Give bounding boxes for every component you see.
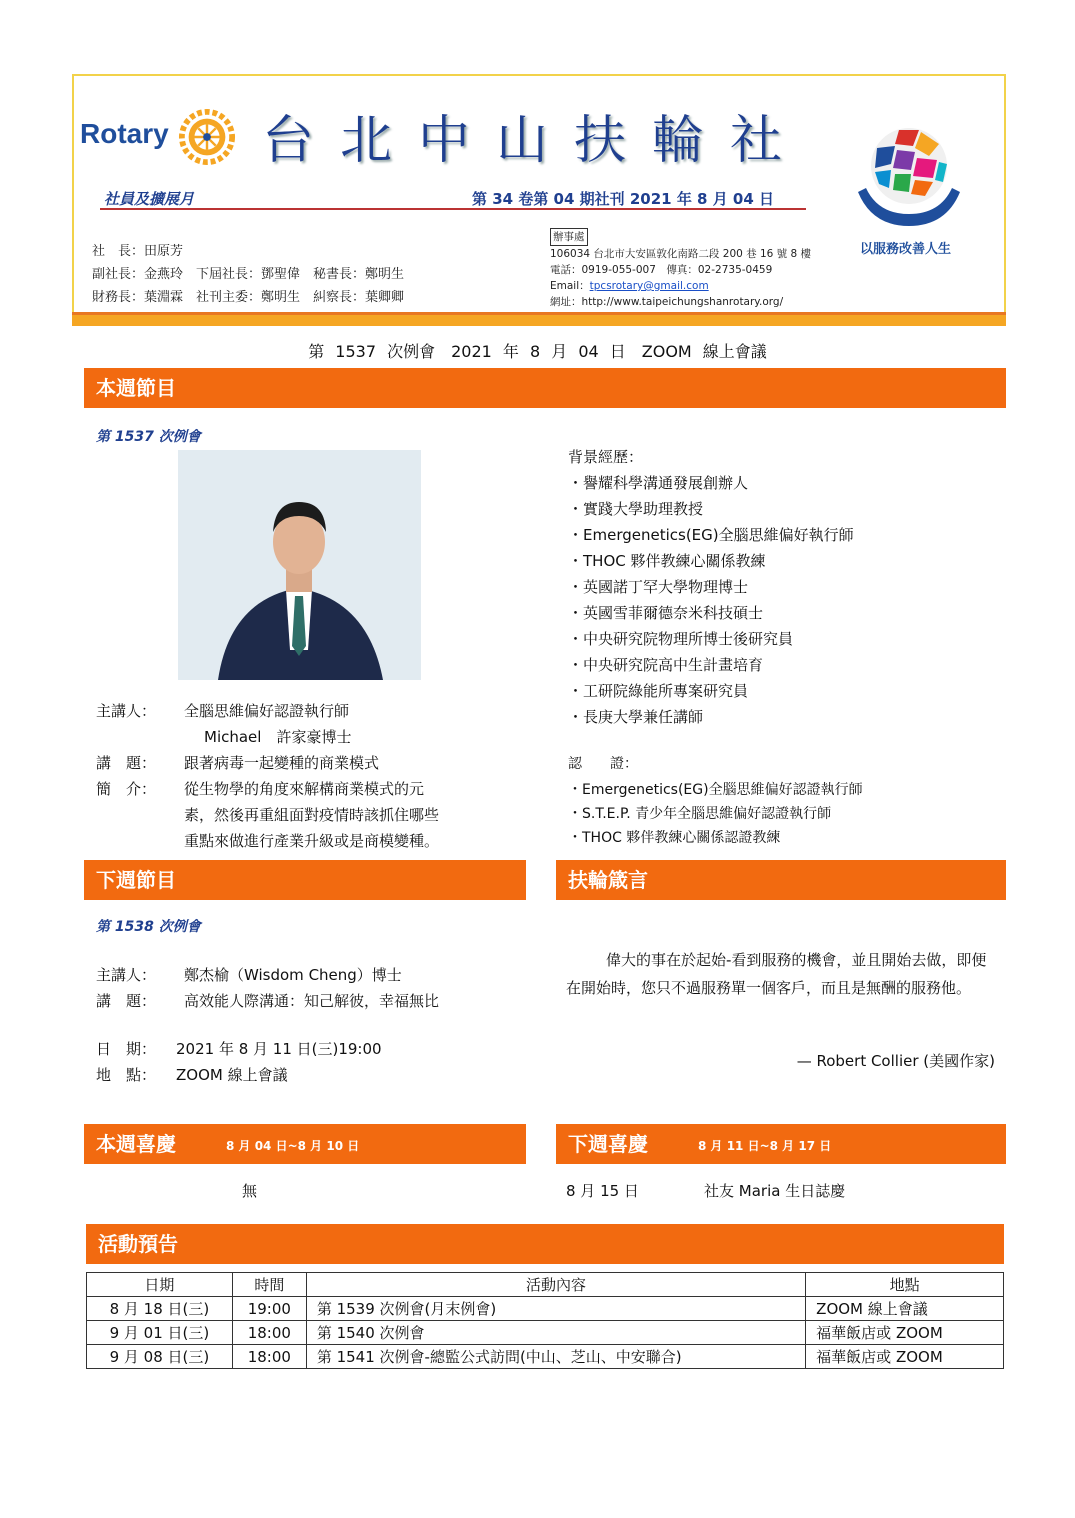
section-title: 活動預告 — [98, 1232, 178, 1256]
column-header: 時間 — [232, 1273, 306, 1297]
list-item: ・實踐大學助理教授 — [568, 500, 704, 518]
next-speaker: 鄭杰榆（Wisdom Cheng）博士 — [184, 966, 402, 984]
table-row — [87, 1345, 1004, 1369]
event-content: 第 1541 次例會-總監公式訪問(中山、芝山、中安聯合) — [306, 1345, 805, 1369]
label: 地 點： — [96, 1066, 157, 1084]
event-date: 8 月 18 日(三) — [87, 1297, 233, 1321]
next-week-celebration-date: 8 月 15 日 — [566, 1182, 639, 1200]
label: 日 期： — [96, 1040, 157, 1058]
office-phone: 電話：0919-055-007 傳真：02-2735-0459 — [550, 264, 773, 276]
officers-line: 社 長：田原芳 — [92, 244, 184, 259]
section-bar-next-week-celebrations — [556, 1124, 1006, 1164]
event-content: 第 1540 次例會 — [306, 1321, 805, 1345]
office-website[interactable]: 網址：http://www.taipeichungshanrotary.org/ — [550, 296, 784, 308]
section-bar-this-week-celebrations — [84, 1124, 526, 1164]
table-row — [87, 1321, 1004, 1345]
officers-list — [92, 240, 404, 309]
service-theme-logo-icon — [852, 122, 967, 232]
issue-line: 第 34 卷第 04 期社刊 2021 年 8 月 04 日 — [472, 190, 775, 208]
intro-line: 從生物學的角度來解構商業模式的元 — [184, 780, 425, 798]
list-item: ・中央研究院物理所博士後研究員 — [568, 630, 794, 648]
talk-topic: 跟著病毒一起變種的商業模式 — [184, 754, 380, 772]
speaker-photo — [178, 450, 421, 680]
office-address: 106034 台北市大安區敦化南路二段 200 巷 16 號 8 樓 — [550, 248, 812, 260]
event-time: 19:00 — [232, 1297, 306, 1321]
column-header: 日期 — [87, 1273, 233, 1297]
event-place: ZOOM 線上會議 — [806, 1297, 1004, 1321]
service-theme-caption: 以服務改善人生 — [860, 242, 952, 257]
next-meeting-number: 第 1538 次例會 — [96, 919, 201, 935]
event-date: 9 月 08 日(三) — [87, 1345, 233, 1369]
event-content: 第 1539 次例會(月末例會) — [306, 1297, 805, 1321]
event-time: 18:00 — [232, 1321, 306, 1345]
table-row — [87, 1297, 1004, 1321]
list-item: ・英國諾丁罕大學物理博士 — [568, 578, 749, 596]
next-place: ZOOM 線上會議 — [176, 1066, 288, 1084]
speaker-info — [96, 698, 439, 854]
event-place: 福華飯店或 ZOOM — [806, 1345, 1004, 1369]
label: 講 題： — [96, 992, 157, 1010]
list-item: ・Emergenetics(EG)全腦思維偏好執行師 — [568, 526, 854, 544]
event-place: 福華飯店或 ZOOM — [806, 1321, 1004, 1345]
section-title: 下週節目 — [96, 868, 176, 892]
officers-line: 副社長：金燕玲 下屆社長：鄧聖偉 秘書長：鄭明生 — [92, 267, 405, 282]
section-title: 下週喜慶 — [568, 1132, 648, 1156]
section-bar-events — [86, 1224, 1004, 1264]
label: 主講人： — [96, 702, 157, 720]
meeting-number: 第 1537 次例會 — [96, 429, 201, 445]
label: 主講人： — [96, 966, 157, 984]
meeting-line: 第 1537 次例會 2021 年 8 月 04 日 ZOOM 線上會議 — [308, 342, 767, 361]
section-bar-next-week — [84, 860, 526, 900]
section-bar-motto — [556, 860, 1006, 900]
officers-line: 財務長：葉淵霖 社刊主委：鄭明生 糾察長：葉卿卿 — [92, 290, 405, 305]
email-link[interactable]: tpcsrotary@gmail.com — [589, 280, 709, 292]
date-range: 8 月 04 日~8 月 10 日 — [226, 1138, 360, 1153]
list-item: ・THOC 夥伴教練心關係認證教練 — [568, 830, 781, 846]
table-header-row — [87, 1273, 1004, 1297]
section-bar-this-week — [84, 368, 1006, 408]
column-header: 活動內容 — [306, 1273, 805, 1297]
list-item: ・S.T.E.P. 青少年全腦思維偏好認證執行師 — [568, 806, 832, 822]
next-meeting-details — [96, 1036, 382, 1088]
date-range: 8 月 11 日~8 月 17 日 — [698, 1138, 832, 1153]
next-topic: 高效能人際溝通：知己解彼，幸福無比 — [184, 992, 440, 1010]
list-item: ・譽耀科學溝通發展創辦人 — [568, 474, 749, 492]
section-title: 本週節目 — [96, 376, 176, 400]
list-item: ・長庚大學兼任講師 — [568, 708, 704, 726]
event-date: 9 月 01 日(三) — [87, 1321, 233, 1345]
certification-list — [568, 752, 863, 850]
list-item: ・THOC 夥伴教練心關係教練 — [568, 552, 766, 570]
motto-quote: 偉大的事在於起始-看到服務的機會，並且開始去做，即便在開始時，您只不過服務單一個客戶，而且是無酬的服務他。 — [566, 951, 987, 997]
office-tag: 辦事處 — [550, 228, 588, 246]
header-rule — [100, 208, 806, 210]
column-header: 地點 — [806, 1273, 1004, 1297]
club-title: 台北中山扶輪社 — [262, 111, 809, 171]
email-label: Email： — [550, 280, 590, 292]
label: 簡 介： — [96, 780, 157, 798]
speaker-name: Michael 許家豪博士 — [204, 728, 352, 746]
motto-author: — Robert Collier (美國作家) — [796, 1052, 995, 1070]
events-table — [86, 1272, 1004, 1369]
section-title: 扶輪箴言 — [568, 868, 648, 892]
list-item: ・英國雪菲爾德奈米科技碩士 — [568, 604, 764, 622]
next-date: 2021 年 8 月 11 日(三)19:00 — [176, 1040, 382, 1058]
rotary-wheel-icon — [178, 108, 236, 166]
list-item: ・工研院綠能所專案研究員 — [568, 682, 749, 700]
next-week-celebration: 社友 Maria 生日誌慶 — [704, 1182, 846, 1200]
background-list — [568, 444, 854, 730]
next-speaker-info — [96, 962, 439, 1014]
rotary-wordmark: Rotary — [80, 118, 169, 149]
speaker-title: 全腦思維偏好認證執行師 — [184, 702, 350, 720]
intro-line: 素，然後再重組面對疫情時該抓住哪些 — [184, 806, 440, 824]
list-item: ・中央研究院高中生計畫培育 — [568, 656, 764, 674]
section-title: 本週喜慶 — [96, 1132, 176, 1156]
intro-line: 重點來做進行產業升級或是商模變種。 — [184, 832, 440, 850]
office-info — [550, 228, 811, 310]
cert-title: 認 證： — [568, 756, 638, 772]
event-time: 18:00 — [232, 1345, 306, 1369]
label: 講 題： — [96, 754, 157, 772]
background-title: 背景經歷： — [568, 448, 644, 466]
this-week-celebration: 無 — [242, 1182, 258, 1200]
theme-month: 社員及擴展月 — [104, 190, 195, 208]
list-item: ・Emergenetics(EG)全腦思維偏好認證執行師 — [568, 782, 863, 798]
masthead-bottom-stripe — [72, 312, 1006, 326]
